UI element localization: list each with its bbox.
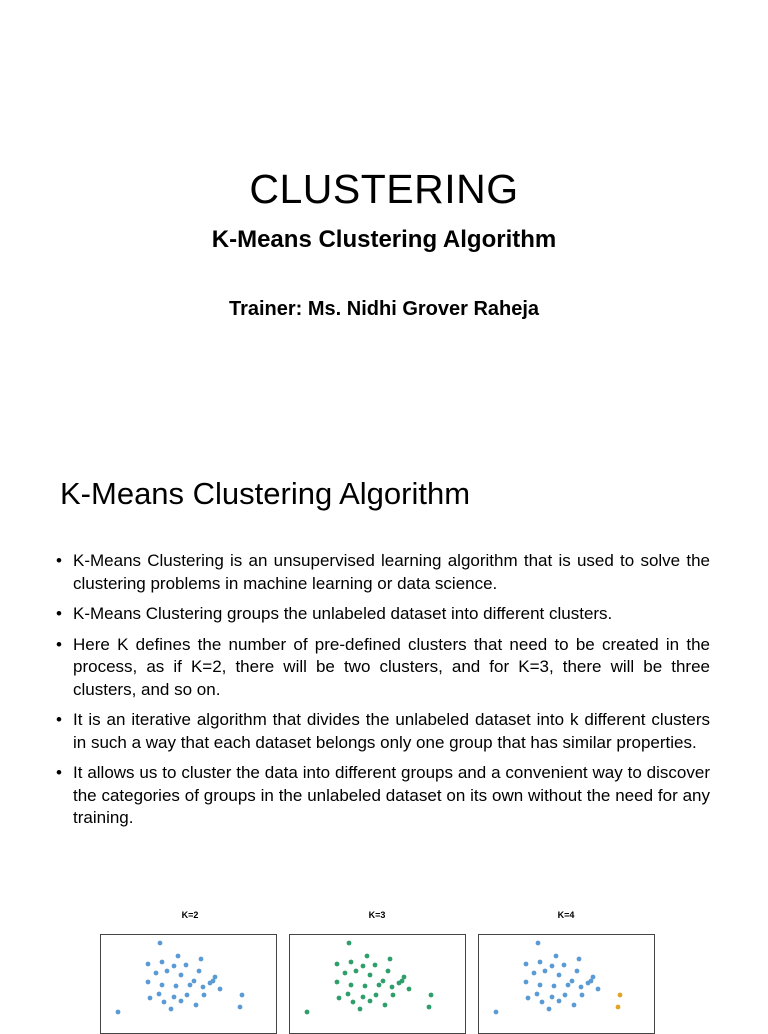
scatter-point: [524, 962, 529, 967]
scatter-point: [400, 979, 405, 984]
scatter-point: [526, 996, 531, 1001]
scatter-point: [351, 1000, 356, 1005]
scatter-point: [429, 993, 434, 998]
scatter-point: [179, 973, 184, 978]
bullet-text: It is an iterative algorithm that divides the unlabeled dataset into k different clusters in such a way that each dataset belongs only one group that has similar properties.: [73, 710, 710, 752]
scatter-point: [337, 996, 342, 1001]
scatter-point: [174, 984, 179, 989]
bullet-item: [56, 603, 710, 626]
scatter-point: [589, 979, 594, 984]
scatter-point: [347, 941, 352, 946]
scatter-point: [365, 954, 370, 959]
bullet-list: [56, 550, 710, 838]
scatter-point: [349, 983, 354, 988]
bullet-item: [56, 634, 710, 702]
scatter-point: [363, 984, 368, 989]
scatter-plot-k2: [100, 934, 277, 1034]
scatter-point: [427, 1005, 432, 1010]
scatter-point: [218, 987, 223, 992]
scatter-point: [116, 1010, 121, 1015]
bullet-dot: •: [56, 763, 62, 782]
scatter-point: [577, 957, 582, 962]
scatter-point: [172, 995, 177, 1000]
scatter-point: [575, 969, 580, 974]
scatter-point: [179, 999, 184, 1004]
bullet-text: K-Means Clustering groups the unlabeled dataset into different clusters.: [73, 604, 613, 623]
scatter-point: [572, 1003, 577, 1008]
scatter-svg: [290, 935, 466, 1034]
scatter-point: [343, 971, 348, 976]
scatter-point: [238, 1005, 243, 1010]
bullet-text: Here K defines the number of pre-defined clusters that need to be created in the process, as if K=2, there will be two clusters, and for K=3, there will be three clusters, and so on.: [73, 634, 710, 699]
scatter-point: [176, 954, 181, 959]
scatter-point: [494, 1010, 499, 1015]
scatter-point: [550, 964, 555, 969]
scatter-point: [184, 963, 189, 968]
scatter-point: [185, 993, 190, 998]
scatter-point: [550, 995, 555, 1000]
scatter-point: [240, 993, 245, 998]
scatter-point: [579, 985, 584, 990]
scatter-point: [570, 979, 575, 984]
scatter-point: [383, 1003, 388, 1008]
scatter-point: [349, 960, 354, 965]
scatter-point: [148, 996, 153, 1001]
scatter-point: [169, 1007, 174, 1012]
scatter-point: [162, 1000, 167, 1005]
scatter-point: [194, 1003, 199, 1008]
slide-title: CLUSTERING: [249, 166, 519, 212]
bullet-text: It allows us to cluster the data into different groups and a convenient way to discover the categories of groups in the unlabeled dataset on its own without the need for any training.: [73, 763, 710, 827]
scatter-point: [160, 960, 165, 965]
scatter-point: [580, 993, 585, 998]
scatter-point: [211, 979, 216, 984]
scatter-point: [557, 999, 562, 1004]
scatter-point: [368, 999, 373, 1004]
scatter-point: [158, 941, 163, 946]
scatter-point: [535, 992, 540, 997]
scatter-point: [388, 957, 393, 962]
scatter-point: [335, 962, 340, 967]
slide-heading: K-Means Clustering Algorithm: [60, 476, 471, 511]
scatter-svg: [479, 935, 655, 1034]
scatter-point: [557, 973, 562, 978]
bullet-dot: •: [56, 551, 62, 570]
scatter-point: [192, 979, 197, 984]
scatter-point: [188, 983, 193, 988]
bullet-text: K-Means Clustering is an unsupervised learning algorithm that is used to solve the clustering problems in machine learning or data science.: [73, 551, 710, 593]
scatter-point: [547, 1007, 552, 1012]
plot-title-k2: K=2: [181, 910, 199, 920]
bullet-dot: •: [56, 634, 62, 654]
scatter-point: [536, 941, 541, 946]
scatter-point: [596, 987, 601, 992]
scatter-point: [543, 969, 548, 974]
scatter-point: [361, 995, 366, 1000]
scatter-point: [368, 973, 373, 978]
scatter-point: [407, 987, 412, 992]
scatter-point: [391, 993, 396, 998]
scatter-point: [618, 993, 623, 998]
scatter-point: [305, 1010, 310, 1015]
scatter-point: [524, 980, 529, 985]
scatter-point: [563, 993, 568, 998]
bullet-dot: •: [56, 710, 62, 729]
scatter-point: [157, 992, 162, 997]
scatter-point: [373, 963, 378, 968]
plot-title-k4: K=4: [557, 910, 575, 920]
scatter-plot-k3: [289, 934, 466, 1034]
scatter-point: [538, 960, 543, 965]
scatter-point: [532, 971, 537, 976]
scatter-point: [390, 985, 395, 990]
scatter-point: [354, 969, 359, 974]
scatter-point: [197, 969, 202, 974]
scatter-svg: [101, 935, 277, 1034]
scatter-point: [554, 954, 559, 959]
scatter-point: [201, 985, 206, 990]
scatter-point: [146, 962, 151, 967]
scatter-point: [377, 983, 382, 988]
trainer-name: Trainer: Ms. Nidhi Grover Raheja: [228, 298, 540, 320]
slide-subtitle: K-Means Clustering Algorithm: [211, 226, 557, 253]
content-slide: [0, 440, 768, 1024]
scatter-point: [616, 1005, 621, 1010]
scatter-point: [552, 984, 557, 989]
scatter-point: [202, 993, 207, 998]
title-slide: [0, 0, 768, 430]
scatter-point: [361, 964, 366, 969]
scatter-point: [538, 983, 543, 988]
scatter-point: [358, 1007, 363, 1012]
scatter-point: [562, 963, 567, 968]
bullet-dot: •: [56, 604, 62, 623]
bullet-item: [56, 762, 710, 830]
scatter-point: [199, 957, 204, 962]
scatter-point: [540, 1000, 545, 1005]
scatter-point: [346, 992, 351, 997]
scatter-point: [154, 971, 159, 976]
scatter-point: [165, 969, 170, 974]
scatter-point: [386, 969, 391, 974]
scatter-point: [566, 983, 571, 988]
bullet-item: [56, 550, 710, 595]
plot-title-k3: K=3: [368, 910, 386, 920]
scatter-point: [381, 979, 386, 984]
scatter-point: [374, 993, 379, 998]
bullet-item: [56, 709, 710, 754]
scatter-point: [146, 980, 151, 985]
scatter-point: [335, 980, 340, 985]
scatter-point: [172, 964, 177, 969]
scatter-point: [160, 983, 165, 988]
scatter-plot-k4: [478, 934, 655, 1034]
